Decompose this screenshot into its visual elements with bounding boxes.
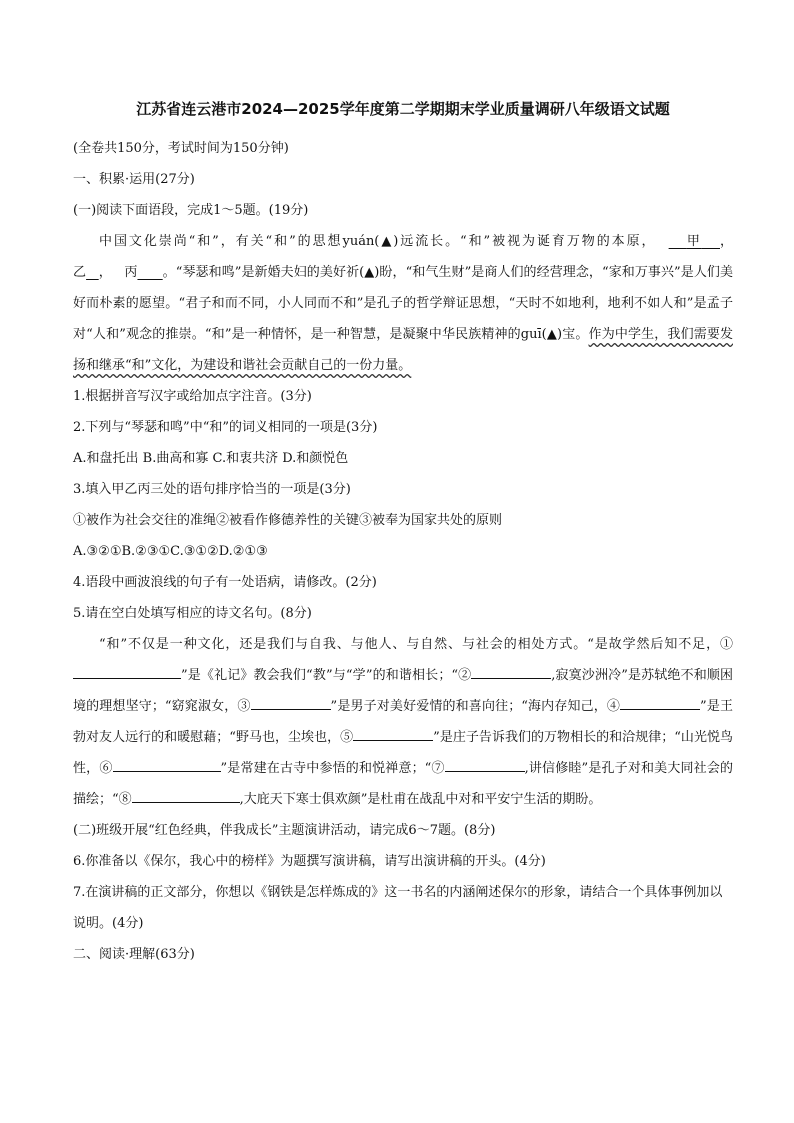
exam-page [73, 98, 733, 970]
poem-blank-6[interactable] [113, 757, 221, 772]
question-6: 6.你准备以《保尔，我心中的榜样》为题撰写演讲稿，请写出演讲稿的开头。(4分) [73, 854, 546, 869]
question-1: 1.根据拼音写汉字或给加点字注音。(3分) [73, 389, 312, 404]
poem-blank-4[interactable] [620, 695, 700, 710]
question-3-options: A.③②①B.②③①C.③①②D.②①③ [73, 544, 268, 559]
question-2: 2.下列与“琴瑟和鸣”中“和”的词义相同的一项是(3分) [73, 420, 378, 435]
part2-instruction: (二)班级开展“红色经典，伴我成长”主题演讲活动，请完成6～7题。(8分) [73, 823, 496, 838]
question-2-options: A.和盘托出 B.曲高和寡 C.和衷共济 D.和颜悦色 [73, 451, 349, 466]
blank-bing-label: 丙 [124, 265, 138, 280]
poem-blank-3[interactable] [251, 695, 331, 710]
section2-heading: 二、阅读·理解(63分) [73, 947, 195, 962]
blank-jia: 甲 [686, 234, 702, 249]
poem-blank-1[interactable] [73, 664, 181, 679]
poem-blank-7[interactable] [445, 757, 525, 772]
question-4: 4.语段中画波浪线的句子有一处语病，请修改。(2分) [73, 575, 377, 590]
wavy-sentence: 作为中学生，我们需要发扬和继承“和”文化，为建设和谐社会贡献自己的一份力量。 [73, 327, 733, 373]
section1-heading: 一、积累·运用(27分) [73, 172, 195, 187]
passage-sentence-1: 中国文化崇尚“和”，有关“和”的思想yuán(▲)远流长。“和”被视为诞育万物的本原， [99, 234, 657, 249]
question-7: 7.在演讲稿的正文部分，你想以《钢铁是怎样炼成的》这一书名的内涵阐述保尔的形象，请结合一个具体事例加以说明。(4分) [73, 885, 723, 931]
question-3-items: ①被作为社会交往的准绳②被看作修德养性的关键③被奉为国家共处的原则 [73, 513, 503, 528]
poetry-passage: “和”不仅是一种文化，还是我们与自我、与他人、与自然、与社会的相处方式。“是故学然后知不足，①”是《礼记》教会我们“教”与“学”的和谐相长；“② ,寂寞沙洲冷”是苏轼绝不和顺困境的理想坚守；“窈窕淑女，③ ”是男子对美好爱情的和喜向往；“海内存知己，④ ”是王勃对友人远行的和暖慰藉；“野马也，尘埃也，⑤ ”是庄子告诉我们的万物相长的和洽规律；“山光悦鸟性，⑥ ”是常建在古寺中参悟的和悦禅意；“⑦ ,讲信修睦”是孔子对和美大同社会的描绘；“⑧ ,大庇天下寒士俱欢颜”是杜甫在战乱中对和平安宁生活的期盼。 [73, 637, 733, 807]
question-5: 5.请在空白处填写相应的诗文名句。(8分) [73, 606, 312, 621]
part1-instruction: (一)阅读下面语段，完成1～5题。(19分) [73, 203, 309, 218]
exam-info: (全卷共150分，考试时间为150分钟) [73, 141, 289, 156]
exam-title: 江苏省连云港市2024—2025学年度第二学期期末学业质量调研八年级语文试题 [136, 100, 670, 118]
reading-passage: 中国文化崇尚“和”，有关“和”的思想yuán(▲)远流长。“和”被视为诞育万物的本原， 甲 ，乙 ， 丙 。“琴瑟和鸣”是新婚夫妇的美好祈(▲)盼，“和气生财”是商人们的经营理念，“家和万事兴”是人们美好而朴素的愿望。“君子和而不同，小人同而不和”是孔子的哲学辩证思想，“天时不如地利，地利不如人和”是孟子对“人和”观念的推崇。“和”是一种情怀，是一种智慧，是凝聚中华民族精神的guī(▲)宝。作为中学生，我们需要发扬和继承“和”文化，为建设和谐社会贡献自己的一份力量。 [73, 234, 734, 373]
poem-blank-5[interactable] [353, 726, 433, 741]
poem-blank-2[interactable] [471, 664, 551, 679]
passage-sentence-2: 。“琴瑟和鸣”是新婚夫妇的美好祈(▲)盼，“和气生财”是商人们的经营理念，“家和万事兴”是人们美好而朴素的愿望。“君子和而不同，小人同而不和”是孔子的哲学辩证思想，“天时不如地利，地利不如人和”是孟子对“人和”观念的推崇。“和”是一种情怀，是一种智慧，是凝聚中华民族精神的guī(▲)宝。 [73, 265, 733, 342]
poem-blank-8[interactable] [132, 788, 240, 803]
blank-yi-label: 乙 [73, 265, 87, 280]
blank-bing [137, 265, 162, 280]
blank-yi [86, 265, 99, 280]
question-3: 3.填入甲乙丙三处的语句排序恰当的一项是(3分) [73, 482, 351, 497]
